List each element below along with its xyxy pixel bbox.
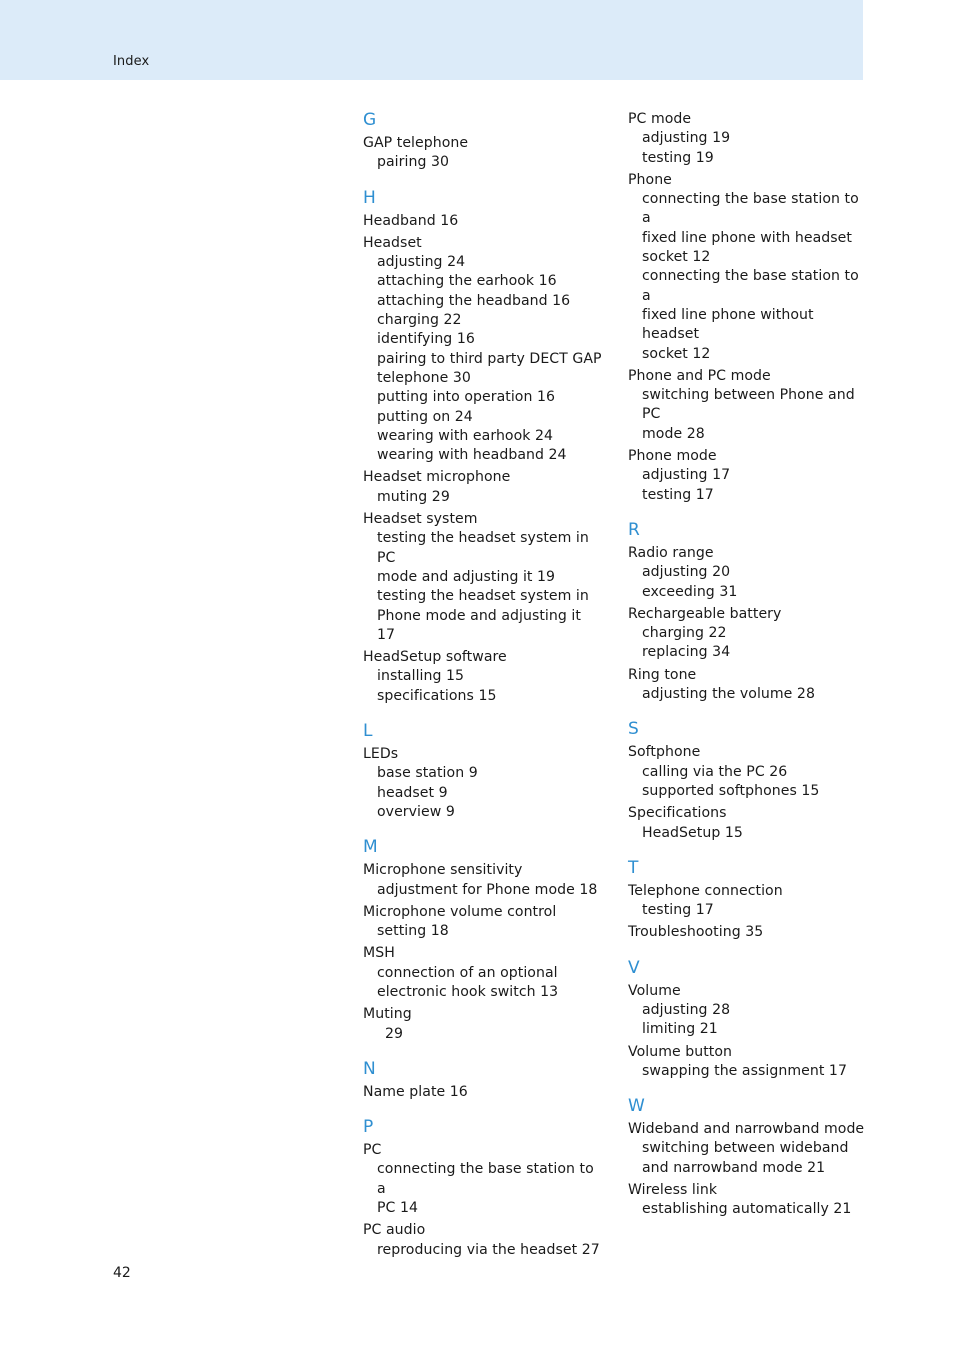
- index-term: Telephone connection: [628, 882, 783, 899]
- index-subentry: adjusting 24: [377, 254, 466, 271]
- index-term: GAP telephone: [363, 135, 469, 151]
- section-letter: W: [628, 1096, 646, 1117]
- index-subentry: specifications 15: [377, 687, 497, 704]
- index-subentry: muting 29: [377, 488, 450, 505]
- index-term: Headband 16: [363, 212, 459, 229]
- index-entry: [628, 447, 868, 505]
- index-section: [363, 837, 603, 1044]
- index-subentry: testing 17: [642, 902, 714, 919]
- index-subentry: charging 22: [642, 625, 727, 642]
- index-term: Wideband and narrowband mode: [628, 1121, 865, 1138]
- index-subentry: reproducing via the headset 27: [377, 1241, 600, 1258]
- index-subentry: setting 18: [377, 923, 449, 940]
- index-subentry: connecting the base station to a: [642, 268, 859, 304]
- index-term: Specifications: [628, 805, 727, 822]
- index-subentry: adjusting 19: [642, 130, 731, 147]
- index-subentry: adjustment for Phone mode 18: [377, 881, 598, 898]
- index-entry: [363, 212, 603, 231]
- index-subentry: replacing 34: [642, 644, 731, 661]
- index-subentry: attaching the earhook 16: [377, 273, 557, 290]
- index-subentry: wearing with headband 24: [377, 447, 567, 464]
- index-subentry: switching between wideband: [642, 1140, 849, 1157]
- index-subentry: overview 9: [377, 803, 455, 820]
- index-entry: [363, 234, 603, 466]
- index-entry: [363, 861, 603, 900]
- index-entry: [628, 804, 868, 843]
- index-entry: [628, 1043, 868, 1082]
- index-entry: [628, 367, 868, 444]
- index-section: [628, 858, 868, 943]
- index-term: Phone and PC mode: [628, 367, 771, 384]
- index-subentry: putting on 24: [377, 408, 473, 425]
- index-subentry: adjusting 28: [642, 1001, 731, 1018]
- index-subentry: connecting the base station to a: [377, 1161, 594, 1197]
- index-entry: [628, 666, 868, 705]
- index-column-right: [628, 110, 868, 1235]
- index-term: MSH: [363, 945, 395, 962]
- index-subentry: limiting 21: [642, 1021, 718, 1038]
- index-subentry: connecting the base station to a: [642, 191, 859, 227]
- section-letter: S: [628, 719, 639, 740]
- index-term: Radio range: [628, 544, 714, 561]
- index-entry: [628, 1181, 868, 1220]
- index-subentry: 29: [385, 1025, 404, 1042]
- index-subentry: installing 15: [377, 668, 465, 685]
- index-term: Headset microphone: [363, 469, 511, 486]
- index-entry: [363, 745, 603, 822]
- section-letter: T: [628, 857, 639, 878]
- index-subentry: pairing 30: [377, 154, 450, 171]
- section-letter: H: [363, 187, 376, 208]
- index-entry: [363, 468, 603, 507]
- index-subentry: testing 17: [642, 486, 714, 503]
- index-section: [628, 1096, 868, 1219]
- index-section: [628, 520, 868, 704]
- index-section: [363, 188, 603, 706]
- index-subentry: HeadSetup 15: [642, 824, 743, 841]
- index-entry: [628, 923, 868, 942]
- index-subentry: connection of an optional: [377, 964, 558, 981]
- index-entry: [363, 1221, 603, 1260]
- index-section: [363, 1059, 603, 1102]
- index-subentry: supported softphones 15: [642, 782, 820, 799]
- index-subentry: Phone mode and adjusting it 17: [377, 607, 581, 643]
- page-number: 42: [113, 1265, 131, 1281]
- index-term: Headset: [363, 234, 422, 251]
- index-term: PC mode: [628, 111, 692, 127]
- index-term: Volume: [628, 982, 681, 999]
- section-letter: R: [628, 519, 641, 540]
- index-subentry: switching between Phone and PC: [642, 387, 855, 423]
- index-subentry: adjusting 17: [642, 467, 731, 484]
- index-section: [363, 1117, 603, 1260]
- index-subentry: telephone 30: [377, 369, 471, 386]
- index-term: Softphone: [628, 744, 701, 761]
- index-subentry: adjusting the volume 28: [642, 686, 815, 703]
- index-column-left: [363, 110, 603, 1275]
- index-subentry: attaching the headband 16: [377, 292, 571, 309]
- section-letter: V: [628, 957, 640, 978]
- index-subentry: socket 12: [642, 249, 711, 266]
- index-entry: [363, 903, 603, 942]
- index-entry: [628, 743, 868, 801]
- page-header-title: Index: [113, 54, 150, 69]
- section-letter: G: [363, 110, 377, 130]
- index-subentry: mode and adjusting it 19: [377, 568, 556, 585]
- index-term: PC: [363, 1142, 382, 1159]
- index-entry: [363, 648, 603, 706]
- index-term: Troubleshooting 35: [628, 924, 764, 941]
- section-letter: N: [363, 1058, 376, 1079]
- index-section: [628, 719, 868, 842]
- index-subentry: charging 22: [377, 312, 462, 329]
- index-entry: [363, 510, 603, 645]
- index-subentry: headset 9: [377, 784, 448, 801]
- index-subentry: base station 9: [377, 765, 478, 782]
- index-entry: [628, 982, 868, 1040]
- index-entry: [628, 605, 868, 663]
- index-subentry: and narrowband mode 21: [642, 1159, 826, 1176]
- index-subentry: testing the headset system in PC: [377, 530, 589, 566]
- index-entry: [363, 1005, 603, 1044]
- index-term: Wireless link: [628, 1182, 718, 1199]
- index-entry: [363, 1083, 603, 1102]
- index-subentry: identifying 16: [377, 331, 475, 348]
- index-term: Microphone volume control: [363, 903, 557, 920]
- section-letter: L: [363, 721, 373, 742]
- section-letter: P: [363, 1117, 374, 1138]
- section-letter: M: [363, 837, 378, 858]
- index-subentry: pairing to third party DECT GAP: [377, 350, 602, 367]
- index-section: [628, 110, 868, 505]
- index-term: Muting: [363, 1006, 412, 1023]
- index-subentry: putting into operation 16: [377, 389, 556, 406]
- index-section: [628, 958, 868, 1081]
- index-entry: [628, 544, 868, 602]
- index-term: Phone mode: [628, 448, 717, 465]
- index-subentry: testing 19: [642, 149, 714, 166]
- index-subentry: exceeding 31: [642, 583, 738, 600]
- index-subentry: fixed line phone with headset: [642, 229, 852, 246]
- index-entry: [628, 110, 868, 168]
- index-term: LEDs: [363, 746, 399, 763]
- index-subentry: PC 14: [377, 1200, 419, 1217]
- index-entry: [628, 882, 868, 921]
- index-entry: [363, 134, 603, 173]
- index-subentry: fixed line phone without headset: [642, 306, 814, 343]
- index-entry: [628, 1120, 868, 1178]
- index-term: Rechargeable battery: [628, 605, 782, 622]
- index-subentry: electronic hook switch 13: [377, 983, 559, 1000]
- index-term: HeadSetup software: [363, 649, 507, 666]
- index-subentry: adjusting 20: [642, 564, 731, 581]
- index-subentry: socket 12: [642, 345, 711, 362]
- index-term: Headset system: [363, 511, 478, 528]
- index-term: Name plate 16: [363, 1083, 468, 1100]
- index-section: [363, 110, 603, 173]
- index-term: Volume button: [628, 1043, 733, 1060]
- index-subentry: wearing with earhook 24: [377, 427, 554, 444]
- index-term: Microphone sensitivity: [363, 862, 523, 879]
- index-entry: [628, 171, 868, 364]
- index-term: Ring tone: [628, 666, 697, 683]
- index-term: Phone: [628, 171, 672, 188]
- index-subentry: mode 28: [642, 425, 705, 442]
- index-subentry: calling via the PC 26: [642, 763, 788, 780]
- index-entry: [363, 1141, 603, 1218]
- index-section: [363, 721, 603, 822]
- index-subentry: testing the headset system in: [377, 588, 589, 605]
- index-entry: [363, 944, 603, 1002]
- index-subentry: swapping the assignment 17: [642, 1062, 847, 1079]
- index-subentry: establishing automatically 21: [642, 1201, 852, 1218]
- index-term: PC audio: [363, 1222, 426, 1239]
